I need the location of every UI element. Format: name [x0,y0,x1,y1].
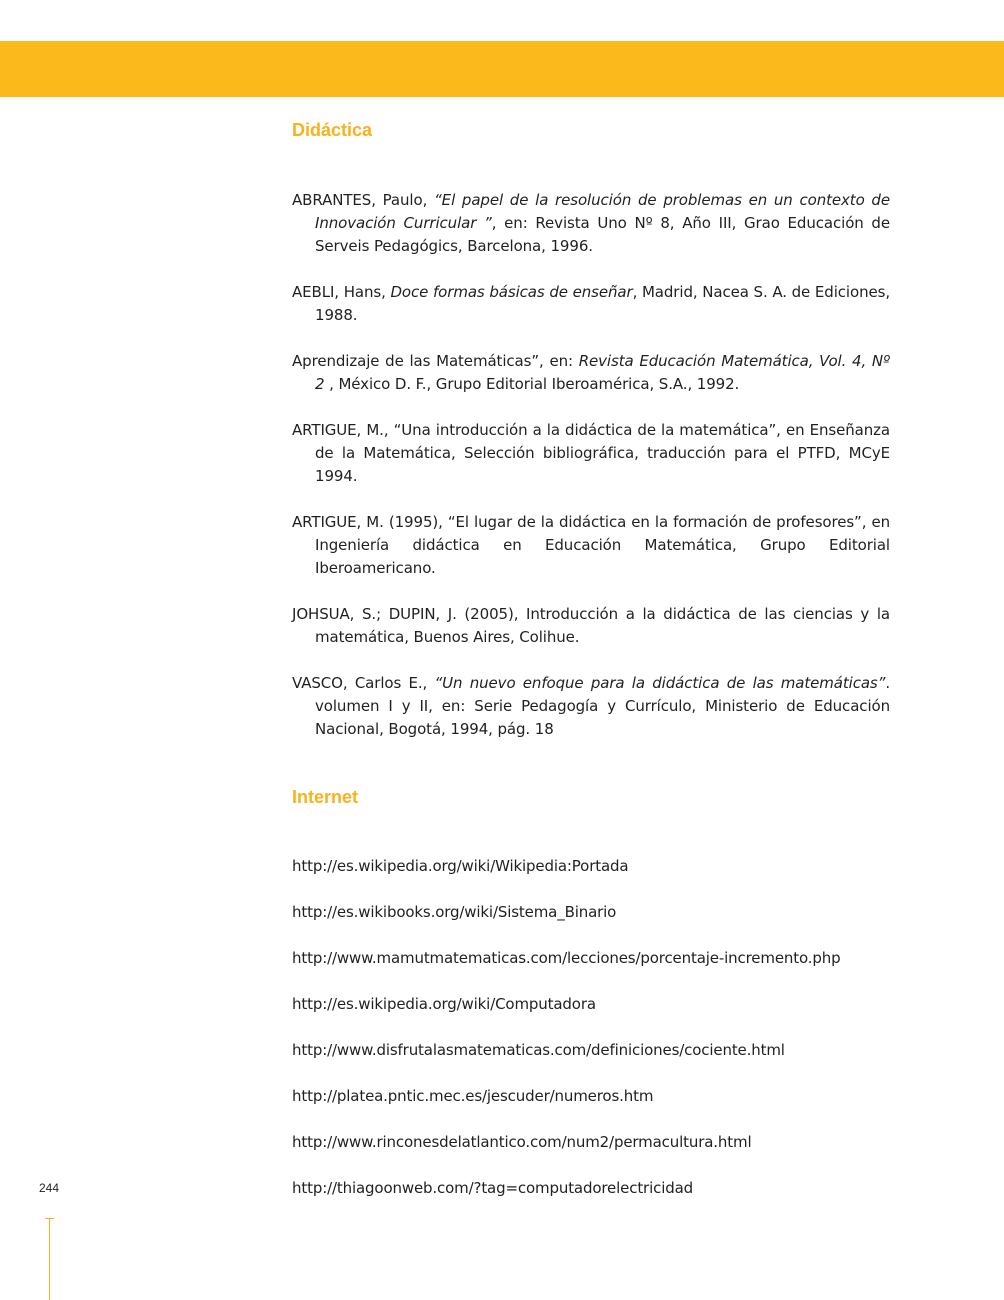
url-list [292,855,840,1223]
url-item: http://www.mamutmatematicas.com/lecciones/porcentaje-incremento.php [292,949,841,967]
section-heading-didactica: Didáctica [292,120,373,140]
entry-author: Aprendizaje de las Matemáticas”, en: [292,352,579,370]
bibliography-entry [292,350,890,396]
entry-details: , México D. F., Grupo Editorial Iberoamérica, S.A., 1992. [324,375,740,393]
url-item: http://platea.pntic.mec.es/jescuder/numeros.htm [292,1087,654,1105]
url-item: http://es.wikipedia.org/wiki/Wikipedia:Portada [292,857,629,875]
url-item: http://es.wikibooks.org/wiki/Sistema_Binario [292,903,617,921]
entry-author: ABRANTES, Paulo, [292,191,435,209]
entry-details: , Madrid, Nacea S. A. de Ediciones, 1988. [315,283,890,324]
entry-details: , en: Revista Uno Nº 8, Año III, Grao Educación de Serveis Pedagógics, Barcelona, 1996. [315,214,890,255]
bibliography-entry [292,511,890,580]
entry-details: . volumen I y II, en: Serie Pedagogía y Currículo, Ministerio de Educación Nacional, Bogotá, 1994, pág. 18 [315,674,890,738]
bibliography-entry [292,603,890,649]
entry-author: VASCO, Carlos E., [292,674,435,692]
url-item: http://thiagoonweb.com/?tag=computadorelectricidad [292,1179,693,1197]
entry-text: ARTIGUE, M., “Una introducción a la didáctica de la matemática”, en Enseñanza de la Matemática, Selección bibliográfica, traducción para el PTFD, MCyE 1994. [292,421,890,485]
page-number: 244 [39,1181,60,1195]
entry-text: JOHSUA, S.; DUPIN, J. (2005), Introducción a la didáctica de las ciencias y la matemática, Buenos Aires, Colihue. [292,605,890,646]
entry-title: Revista Educación Matemática, Vol. 4, Nº 2 [315,352,890,393]
entry-author: AEBLI, Hans, [292,283,391,301]
url-item: http://www.disfrutalasmatematicas.com/definiciones/cociente.html [292,1041,785,1059]
entry-title: “Un nuevo enfoque para la didáctica de las matemáticas” [434,674,886,692]
bibliography-entry [292,672,890,741]
entry-text: ARTIGUE, M. (1995), “El lugar de la didáctica en la formación de profesores”, en Ingeniería didáctica en Educación Matemática, Grupo Editorial Iberoamericano. [292,513,890,577]
margin-rule [49,1218,50,1300]
bibliography-entry [292,281,890,327]
entry-title: “El papel de la resolución de problemas en un contexto de Innovación Curricular ” [315,191,890,232]
bibliography-entry [292,419,890,488]
bibliography-entry [292,189,890,258]
url-item: http://www.rinconesdelatlantico.com/num2/permacultura.html [292,1133,752,1151]
entry-title: Doce formas básicas de enseñar [390,283,633,301]
url-item: http://es.wikipedia.org/wiki/Computadora [292,995,596,1013]
bibliography-list [292,189,890,764]
section-heading-internet: Internet [292,787,359,807]
header-color-band [0,41,1004,97]
